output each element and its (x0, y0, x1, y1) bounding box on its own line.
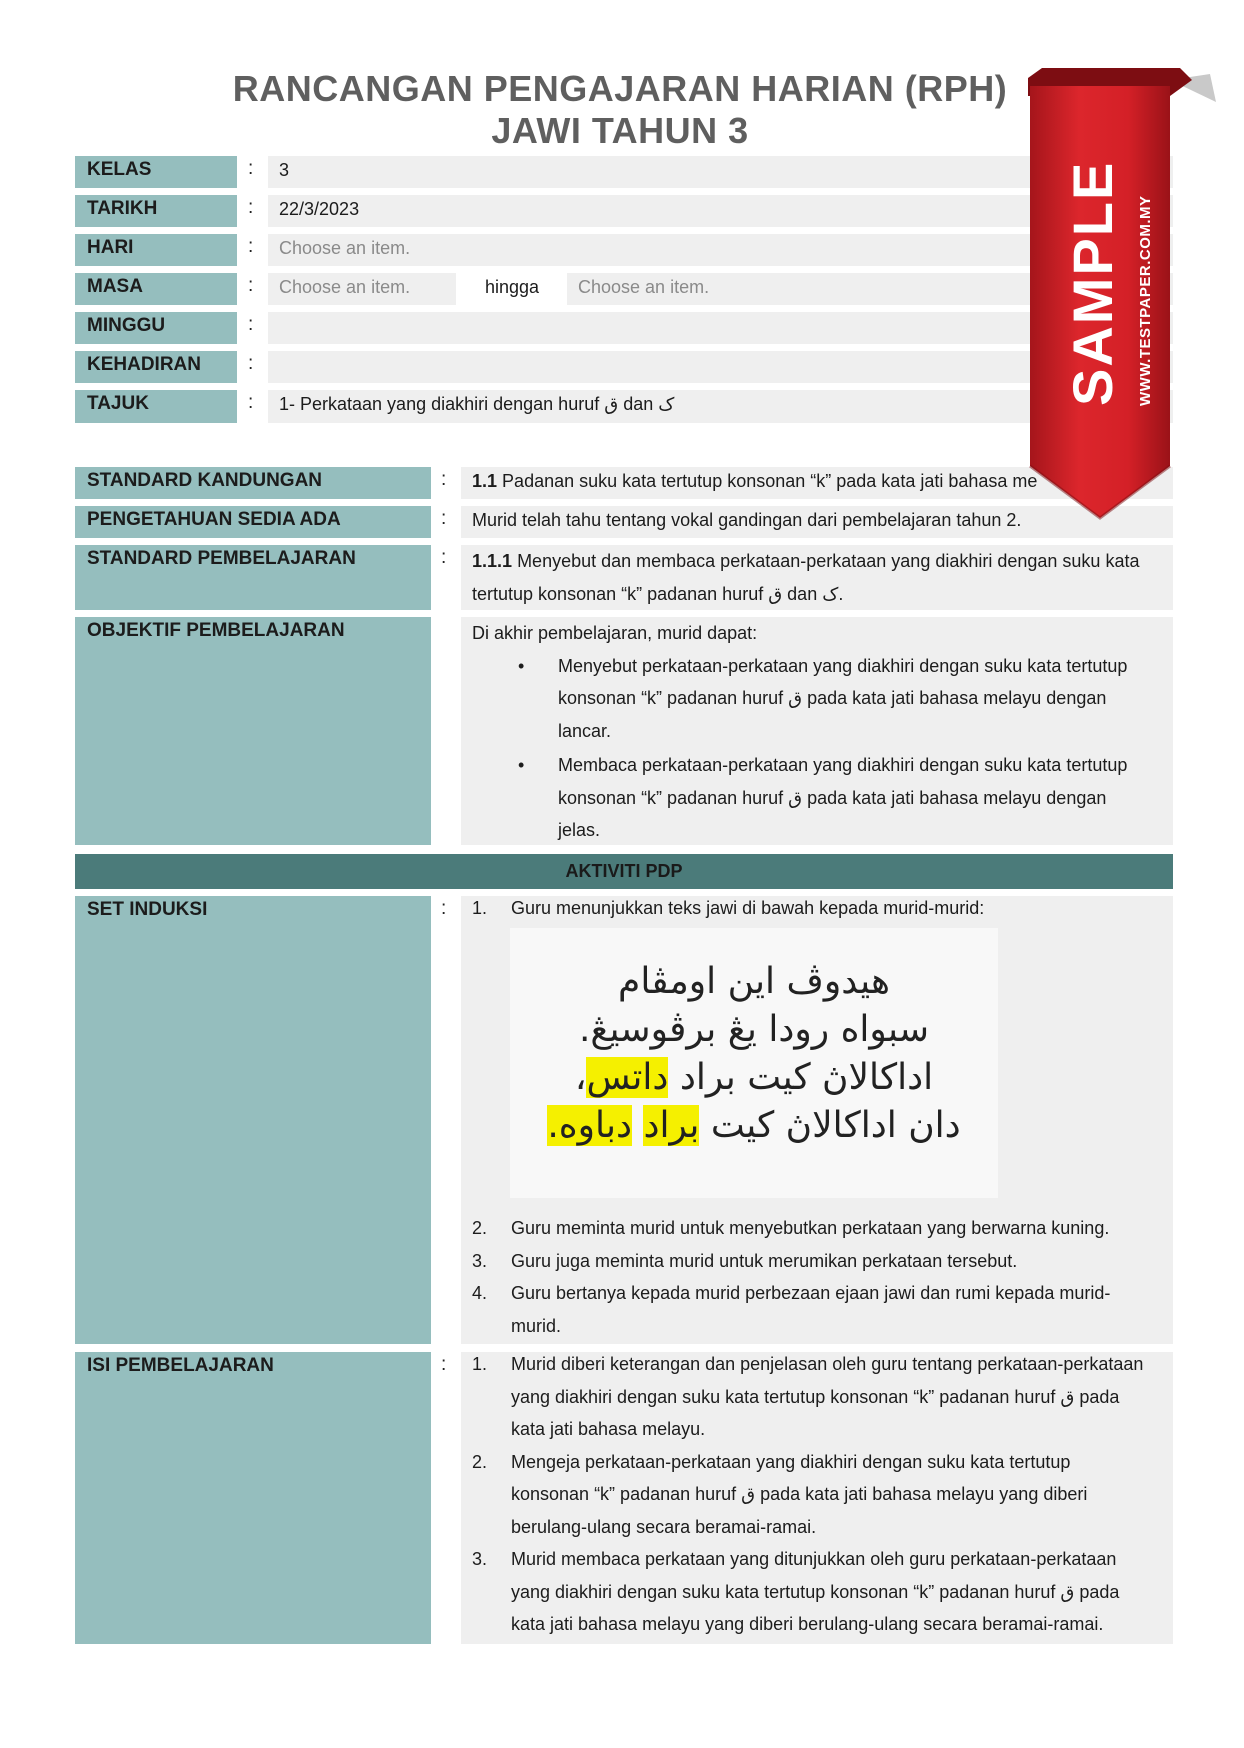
step-text: Guru bertanya kepada murid perbezaan ejaan jawi dan rumi kepada murid-murid. (511, 1283, 1111, 1336)
tarikh-field[interactable]: 22/3/2023 (268, 195, 1173, 227)
step-item (472, 1212, 1152, 1245)
standard-pembelajaran-code: 1.1.1 (472, 551, 513, 571)
hari-dropdown[interactable]: Choose an item. (268, 234, 1173, 266)
jawi-text-image (510, 928, 998, 1198)
masa-colon: : (248, 275, 254, 296)
tarikh-label: TARIKH (75, 195, 237, 227)
objektif-intro: Di akhir pembelajaran, murid dapat: (472, 623, 758, 643)
hari-colon: : (248, 236, 254, 257)
minggu-label: MINGGU (75, 312, 237, 344)
standard-pembelajaran-text: Menyebut dan membaca perkataan-perkataan yang diakhiri dengan suku kata tertutup konsonan “k” padanan huruf ق dan ک. (472, 551, 1140, 604)
standard-pembelajaran-value (461, 545, 1173, 610)
objektif-item: • Membaca perkataan-perkataan yang diakhiri dengan suku kata tertutup konsonan “k” padanan huruf ق pada kata jati bahasa melayu dengan jelas. (472, 749, 1151, 847)
aktiviti-banner: AKTIVITI PDP (75, 854, 1173, 889)
bullet-icon: • (518, 755, 525, 775)
step-text: Guru meminta murid untuk menyebutkan perkataan yang berwarna kuning. (511, 1218, 1110, 1238)
tajuk-colon: : (248, 392, 254, 413)
step-number: 3. (472, 1549, 488, 1569)
masa-hingga-text: hingga (484, 277, 540, 297)
kehadiran-label: KEHADIRAN (75, 351, 237, 383)
set-induksi-label: SET INDUKSI (75, 896, 431, 1344)
isi-pembelajaran-steps (472, 1348, 1152, 1641)
step-text: Guru menunjukkan teks jawi di bawah kepada murid-murid: (511, 898, 985, 918)
set-induksi-colon: : (441, 898, 447, 919)
objektif-list (472, 650, 1151, 847)
step-item (472, 1446, 1152, 1544)
step-item (472, 1348, 1152, 1446)
kehadiran-colon: : (248, 353, 254, 374)
standard-pembelajaran-colon: : (441, 547, 447, 568)
step-text: Murid membaca perkataan yang ditunjukkan oleh guru perkataan-perkataan yang diakhiri dengan suku kata tertutup konsonan “k” padanan huruf ق pada kata jati bahasa melayu yang diberi berulang-ulang secara beramai-ramai. (511, 1549, 1120, 1634)
kelas-field[interactable]: 3 (268, 156, 1173, 188)
pengetahuan-label: PENGETAHUAN SEDIA ADA (75, 506, 431, 538)
standard-kandungan-label: STANDARD KANDUNGAN (75, 467, 431, 499)
hari-label: HARI (75, 234, 237, 266)
step-number: 4. (472, 1283, 488, 1303)
standard-kandungan-colon: : (441, 469, 447, 490)
set-induksi-step1 (472, 892, 1152, 925)
jawi-line-3: اداکالاڽ کيت براد داتس، (574, 1057, 934, 1098)
isi-pembelajaran-colon: : (441, 1354, 447, 1375)
kelas-colon: : (248, 158, 254, 179)
kelas-label: KELAS (75, 156, 237, 188)
standard-pembelajaran-label: STANDARD PEMBELAJARAN (75, 545, 431, 610)
jawi-line-1: هيدوڤ اين اومڤام (618, 961, 890, 1002)
jawi-highlight-word: براد (643, 1105, 700, 1146)
step-number: 3. (472, 1250, 488, 1271)
pengetahuan-value: Murid telah tahu tentang vokal gandingan dari pembelajaran tahun 2. (461, 506, 1173, 538)
masa-to-dropdown[interactable]: Choose an item. (567, 273, 1173, 305)
standard-kandungan-code: 1.1 (472, 471, 498, 491)
step-text: Mengeja perkataan-perkataan yang diakhiri dengan suku kata tertutup konsonan “k” padanan huruf ق pada kata jati bahasa melayu yang diberi berulang-ulang secara beramai-ramai. (511, 1451, 1088, 1537)
step-number: 2. (472, 1451, 488, 1472)
step-number: 2. (472, 1218, 488, 1238)
step-item (472, 1543, 1152, 1641)
objektif-item: • Menyebut perkataan-perkataan yang diakhiri dengan suku kata tertutup konsonan “k” padanan huruf ق pada kata jati bahasa melayu dengan lancar. (472, 650, 1151, 748)
objektif-label: OBJEKTIF PEMBELAJARAN (75, 617, 431, 845)
tarikh-colon: : (248, 197, 254, 218)
isi-pembelajaran-label: ISI PEMBELAJARAN (75, 1352, 431, 1644)
step-text: Murid diberi keterangan dan penjelasan oleh guru tentang perkataan-perkataan yang diakhiri dengan suku kata tertutup konsonan “k” padanan huruf ق pada kata jati bahasa melayu. (511, 1354, 1144, 1439)
masa-label: MASA (75, 273, 237, 305)
jawi-highlight-word: داتس (586, 1057, 669, 1098)
step-item (472, 1277, 1152, 1342)
sample-ribbon-watermark (1020, 66, 1220, 526)
jawi-highlight-word: دباوه. (547, 1105, 633, 1146)
jawi-line-2: سبواه رودا يڠ برڤوسيڠ. (578, 1009, 930, 1050)
step-number: 1. (472, 898, 488, 918)
watermark-site-text: WWW.TESTPAPER.COM.MY (1137, 195, 1154, 406)
objektif-value (461, 617, 1173, 845)
step-item (472, 1245, 1152, 1278)
minggu-colon: : (248, 314, 254, 335)
tajuk-field[interactable]: 1- Perkataan yang diakhiri dengan huruf ق dan ک (268, 390, 1173, 423)
bullet-icon: • (518, 655, 525, 676)
sample-text: SAMPLE (1061, 160, 1124, 406)
page-title-line2: JAWI TAHUN 3 (491, 110, 749, 151)
set-induksi-steps-rest (472, 1212, 1152, 1342)
page-title-line1: RANCANGAN PENGAJARAN HARIAN (RPH) (232, 68, 1008, 109)
standard-kandungan-text: Padanan suku kata tertutup konsonan “k” pada kata jati bahasa me (502, 471, 1038, 491)
pengetahuan-colon: : (441, 508, 447, 529)
jawi-line-4: دان اداکالاڽ کيت براد دباوه. (547, 1105, 961, 1146)
step-text: Guru juga meminta murid untuk merumikan perkataan tersebut. (511, 1250, 1018, 1271)
masa-from-dropdown[interactable]: Choose an item. (268, 273, 456, 305)
tajuk-label: TAJUK (75, 390, 237, 423)
step-number: 1. (472, 1354, 488, 1374)
